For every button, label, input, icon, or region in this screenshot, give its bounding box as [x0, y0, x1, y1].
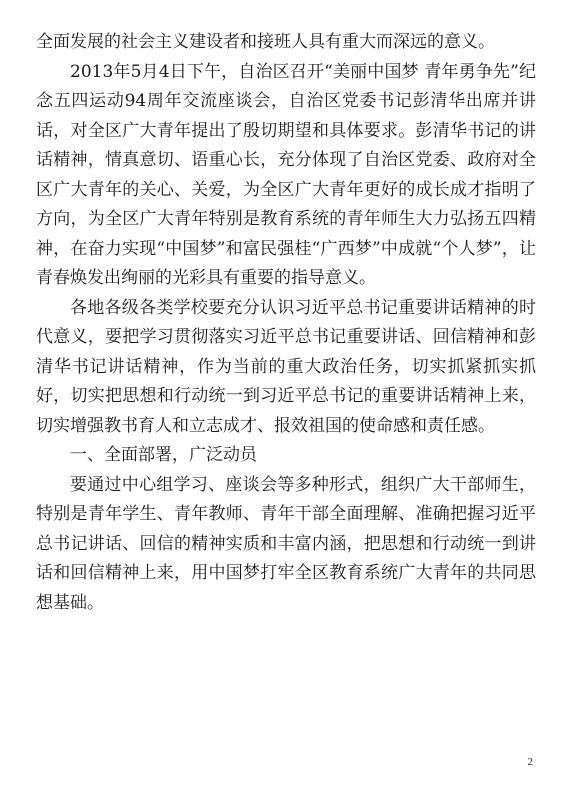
paragraph-meeting: 2013年5月4日下午，自治区召开“美丽中国梦 青年勇争先”纪念五四运动94周年交流座谈会，自治区党委书记彭清华出席并讲话，对全区广大青年提出了殷切期望和具体要求。彭清华书记的讲话精神，情真意切、语重心长，充分体现了自治区党委、政府对全区广大青年的关心、关爱，为全区广大青年更好的成长成才指明了方向，为全区广大青年特别是教育系统的青年师生大力弘扬五四精神，在奋力实现“中国梦”和富民强桂“广西梦”中成就“个人梦”，让青春焕发出绚丽的光彩具有重要的指导意义。 — [36, 61, 536, 288]
paragraph-deployment: 要通过中心组学习、座谈会等多种形式，组织广大干部师生，特别是青年学生、青年教师、青年干部全面理解、准确把握习近平总书记讲话、回信的精神实质和丰富内涵，把思想和行动统一到讲话和回信精神上来，用中国梦打牢全区教育系统广大青年的共同思想基础。 — [36, 474, 536, 613]
paragraph-requirements: 各地各级各类学校要充分认识习近平总书记重要讲话精神的时代意义，要把学习贯彻落实习近平总书记重要讲话、回信精神和彭清华书记讲话精神，作为当前的重大政治任务，切实抓紧抓实抓好，切实把思想和行动统一到习近平总书记的重要讲话精神上来，切实增强教书育人和立志成才、报效祖国的使命感和责任感。 — [36, 297, 536, 436]
section-heading: 一、全面部署，广泛动员 — [70, 445, 257, 465]
document-body — [36, 28, 536, 618]
page-number: 2 — [527, 756, 533, 768]
paragraph-continuation: 全面发展的社会主义建设者和接班人具有重大而深远的意义。 — [36, 32, 495, 52]
